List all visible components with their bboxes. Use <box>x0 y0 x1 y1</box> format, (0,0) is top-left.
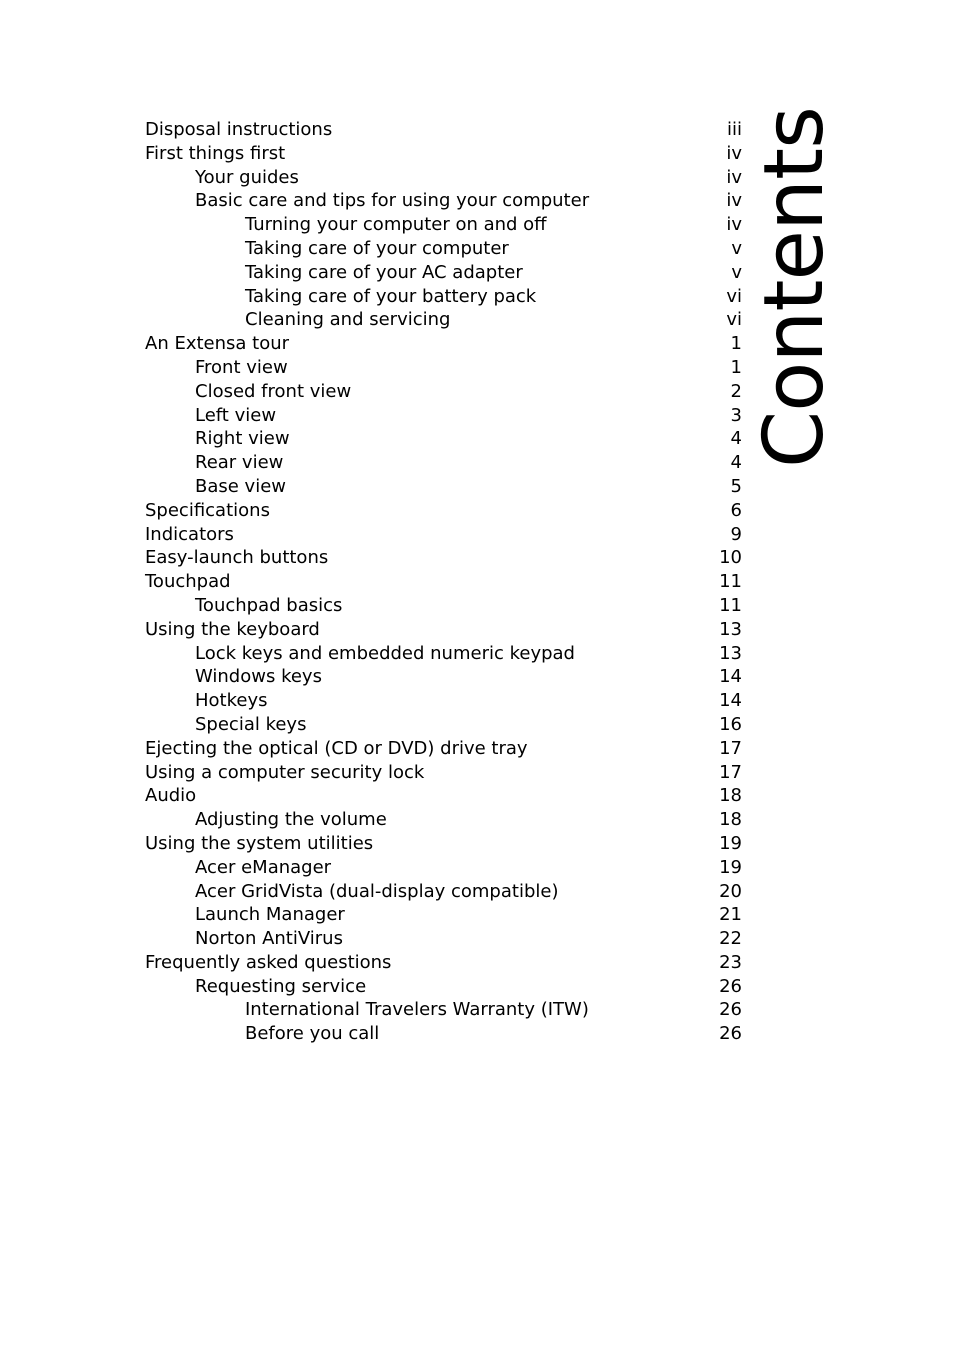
toc-entry[interactable] <box>145 665 745 689</box>
toc-entry[interactable] <box>145 951 745 975</box>
toc-entry[interactable] <box>145 451 745 475</box>
toc-entry[interactable] <box>145 927 745 951</box>
toc-entry-page-number: iv <box>726 190 742 212</box>
toc-entry[interactable] <box>145 975 745 999</box>
toc-entry-page-number: 14 <box>719 690 742 712</box>
toc-entry-label: Easy-launch buttons <box>145 547 329 569</box>
toc-entry[interactable] <box>145 761 745 785</box>
toc-entry-page-number: 6 <box>730 499 742 521</box>
toc-entry-page-number: 1 <box>730 356 742 378</box>
toc-entry[interactable] <box>145 903 745 927</box>
toc-entry-page-number: 16 <box>719 713 742 735</box>
toc-entry-page-number: 18 <box>719 809 742 831</box>
toc-entry-label: Taking care of your computer <box>245 237 509 259</box>
toc-entry-page-number: 19 <box>719 856 742 878</box>
toc-entry[interactable] <box>145 427 745 451</box>
toc-entry-page-number: iv <box>726 214 742 236</box>
toc-entry-label: International Travelers Warranty (ITW) <box>245 999 589 1021</box>
toc-entry-page-number: iii <box>726 119 742 140</box>
toc-entry-page-number: 26 <box>719 999 742 1021</box>
toc-entry[interactable] <box>145 570 745 594</box>
toc-entry-label: An Extensa tour <box>145 333 290 355</box>
toc-entry-page-number: 18 <box>719 785 742 807</box>
toc-entry-page-number: 17 <box>719 737 742 759</box>
toc-entry[interactable] <box>145 880 745 904</box>
toc-entry[interactable] <box>145 784 745 808</box>
toc-entry-label: Closed front view <box>195 380 352 402</box>
toc-entry-page-number: 13 <box>719 642 742 664</box>
toc-entry-page-number: 2 <box>730 380 742 402</box>
toc-entry-label: Disposal instructions <box>145 119 333 140</box>
page-title: Contents <box>747 107 842 468</box>
toc-entry-label: Acer eManager <box>195 856 332 878</box>
toc-entry[interactable] <box>145 499 745 523</box>
toc-entry[interactable] <box>145 808 745 832</box>
toc-entry-label: Hotkeys <box>195 690 268 712</box>
toc-entry-label: Taking care of your battery pack <box>245 285 537 307</box>
toc-entry[interactable] <box>145 832 745 856</box>
toc-entry[interactable] <box>145 594 745 618</box>
toc-entry[interactable] <box>145 332 745 356</box>
toc-entry-label: Your guides <box>195 166 299 188</box>
toc-entry[interactable] <box>145 166 745 190</box>
toc-entry[interactable] <box>145 737 745 761</box>
toc-entry-page-number: 14 <box>719 666 742 688</box>
toc-entry-page-number: vi <box>726 285 742 307</box>
toc-entry[interactable] <box>145 308 745 332</box>
toc-entry[interactable] <box>145 142 745 166</box>
toc-entry-label: Ejecting the optical (CD or DVD) drive tray <box>145 737 528 759</box>
toc-entry[interactable] <box>145 118 745 142</box>
toc-entry-page-number: 21 <box>719 904 742 926</box>
toc-entry-label: Windows keys <box>195 666 322 688</box>
toc-entry-page-number: 3 <box>730 404 742 426</box>
toc-entry-page-number: 26 <box>719 1023 742 1045</box>
toc-entry-page-number: vi <box>726 309 742 331</box>
toc-entry-page-number: 1 <box>730 333 742 355</box>
toc-entry[interactable] <box>145 998 745 1022</box>
toc-entry[interactable] <box>145 213 745 237</box>
toc-entry-page-number: 11 <box>719 571 742 593</box>
toc-entry-page-number: 20 <box>719 880 742 902</box>
toc-entry-label: Front view <box>195 356 288 378</box>
toc-entry-page-number: 4 <box>730 428 742 450</box>
toc-entry-label: Launch Manager <box>195 904 345 926</box>
toc-entry[interactable] <box>145 618 745 642</box>
toc-entry-label: Using the keyboard <box>145 618 320 640</box>
toc-entry-label: Frequently asked questions <box>145 951 392 973</box>
toc-entry-page-number: v <box>731 261 742 283</box>
toc-entry[interactable] <box>145 380 745 404</box>
toc-entry-label: Before you call <box>245 1023 380 1045</box>
toc-entry-page-number: iv <box>726 142 742 164</box>
toc-entry[interactable] <box>145 546 745 570</box>
toc-entry[interactable] <box>145 404 745 428</box>
toc-entry[interactable] <box>145 475 745 499</box>
toc-entry-label: Acer GridVista (dual-display compatible) <box>195 880 559 902</box>
toc-entry-page-number: 11 <box>719 594 742 616</box>
toc-entry-label: Adjusting the volume <box>195 809 387 831</box>
toc-entry-label: Base view <box>195 475 287 497</box>
toc-entry-label: Touchpad <box>145 571 231 593</box>
toc-entry[interactable] <box>145 261 745 285</box>
toc-entry[interactable] <box>145 713 745 737</box>
toc-entry-label: Requesting service <box>195 975 367 997</box>
toc-entry[interactable] <box>145 285 745 309</box>
toc-entry-label: Left view <box>195 404 277 426</box>
toc-entry-label: Specifications <box>145 499 270 521</box>
toc-entry[interactable] <box>145 237 745 261</box>
toc-entry-page-number: 9 <box>730 523 742 545</box>
toc-entry-label: Indicators <box>145 523 234 545</box>
toc-entry-label: Right view <box>195 428 290 450</box>
toc-entry-page-number: 4 <box>730 452 742 474</box>
toc-entry-page-number: iv <box>726 166 742 188</box>
toc-entry[interactable] <box>145 356 745 380</box>
toc-entry-label: Rear view <box>195 452 284 474</box>
toc-entry-page-number: 22 <box>719 928 742 950</box>
toc-entry-page-number: 26 <box>719 975 742 997</box>
toc-entry-label: Lock keys and embedded numeric keypad <box>195 642 575 664</box>
toc-entry-label: Audio <box>145 785 197 807</box>
toc-entry[interactable] <box>145 642 745 666</box>
toc-entry[interactable] <box>145 523 745 547</box>
toc-entry-label: First things first <box>145 142 286 164</box>
toc-entry-page-number: 23 <box>719 951 742 973</box>
toc-entry-page-number: 5 <box>730 475 742 497</box>
toc-entry-page-number: 10 <box>719 547 742 569</box>
toc-entry-label: Using a computer security lock <box>145 761 425 783</box>
toc-entry-label: Basic care and tips for using your computer <box>195 190 590 212</box>
toc-entry-page-number: 17 <box>719 761 742 783</box>
toc-entry-label: Taking care of your AC adapter <box>245 261 523 283</box>
toc-entry-label: Turning your computer on and off <box>245 214 547 236</box>
toc-entry[interactable] <box>145 189 745 213</box>
toc-entry-page-number: v <box>731 237 742 259</box>
toc-entry[interactable] <box>145 689 745 713</box>
toc-entry[interactable] <box>145 1022 745 1046</box>
toc-entry-label: Cleaning and servicing <box>245 309 451 331</box>
toc-entry-page-number: 19 <box>719 832 742 854</box>
table-of-contents <box>145 118 745 1046</box>
toc-entry-label: Using the system utilities <box>145 832 374 854</box>
toc-entry-label: Norton AntiVirus <box>195 928 343 950</box>
toc-entry-page-number: 13 <box>719 618 742 640</box>
toc-entry-label: Special keys <box>195 713 307 735</box>
toc-entry[interactable] <box>145 856 745 880</box>
toc-entry-label: Touchpad basics <box>195 594 343 616</box>
